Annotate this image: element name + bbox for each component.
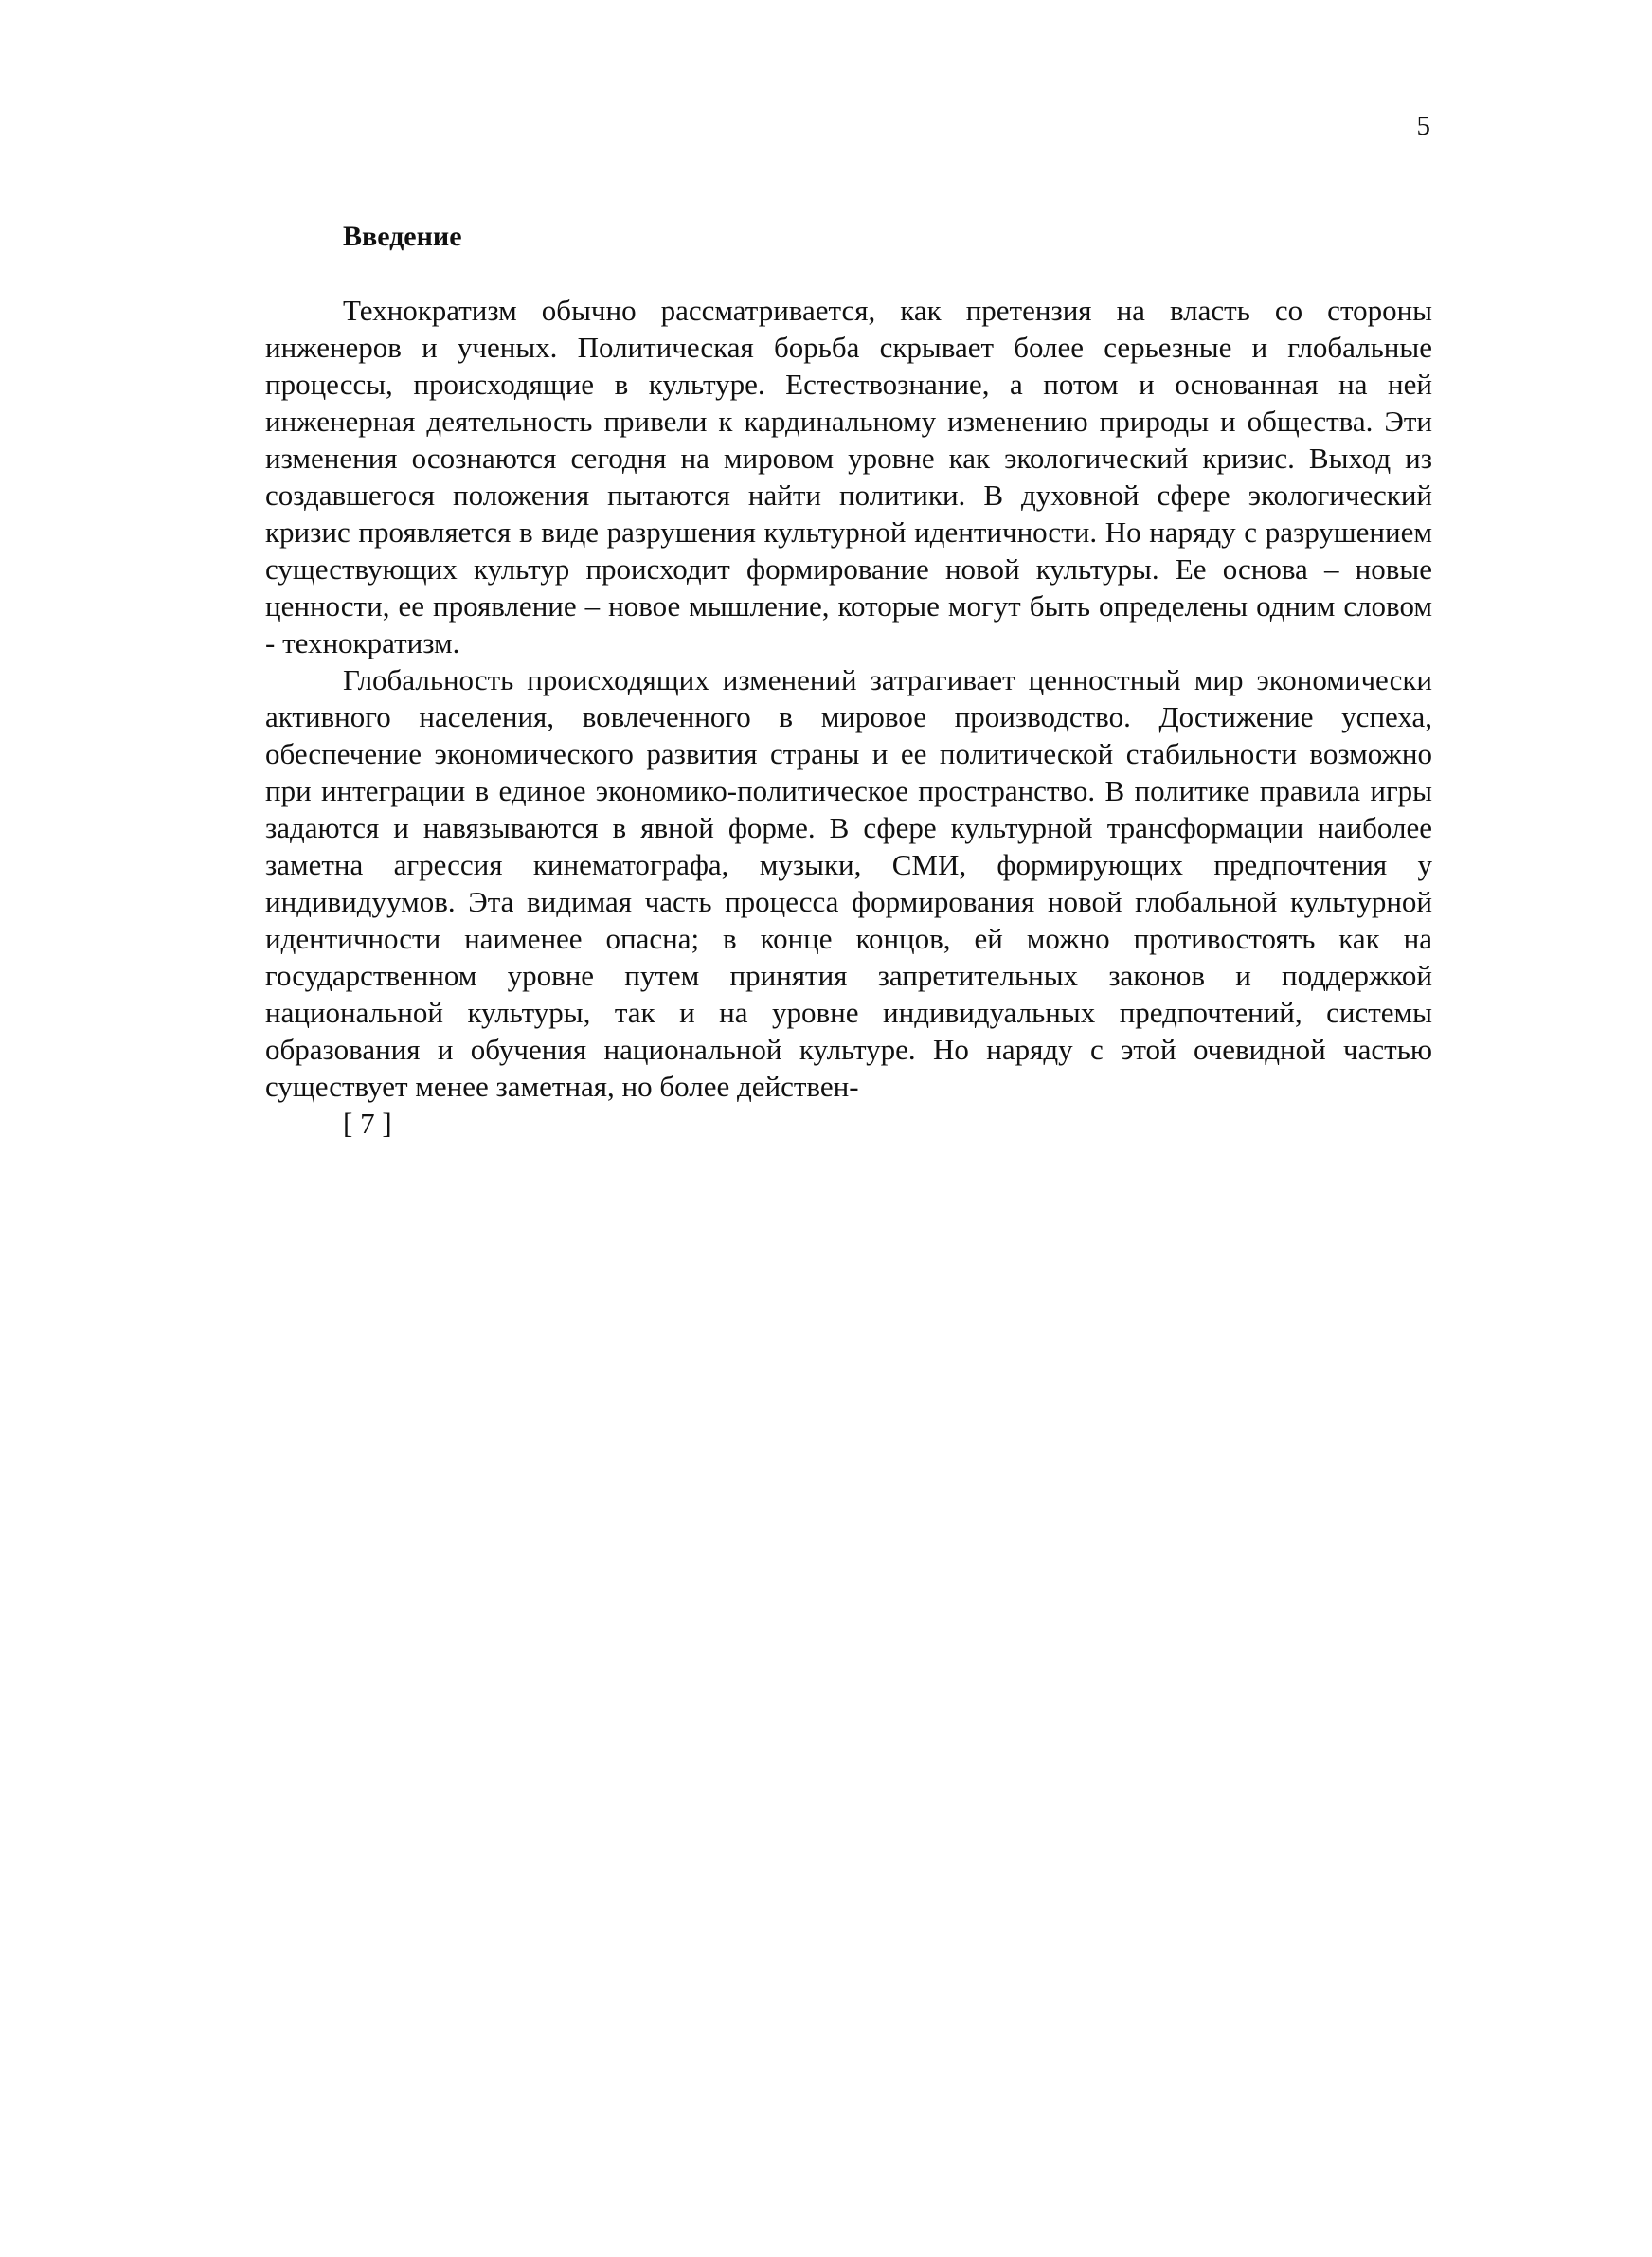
page-content <box>265 218 1432 1142</box>
paragraph-2: Глобальность происходящих изменений затрагивает ценностный мир экономически активного населения, вовлеченного в мировое производство. Достижение успеха, обеспечение экономического развития страны и ее политической стабильности возможно при интеграции в единое экономико-политическое пространство. В политике правила игры задаются и навязываются в явной форме. В сфере культурной трансформации наиболее заметна агрессия кинематографа, музыки, СМИ, формирующих предпочтения у индивидуумов. Эта видимая часть процесса формирования новой глобальной культурной идентичности наименее опасна; в конце концов, ей можно противостоять как на государственном уровне путем принятия запретительных законов и поддержкой национальной культуры, так и на уровне индивидуальных предпочтений, системы образования и обучения национальной культуре. Но наряду с этой очевидной частью существует менее заметная, но более действен- <box>265 663 1432 1103</box>
page-citation: [ 7 ] <box>343 1107 392 1140</box>
page-number: 5 <box>1416 111 1430 141</box>
paragraph-1: Технократизм обычно рассматривается, как претензия на власть со стороны инженеров и ученых. Политическая борьба скрывает более серьезные и глобальные процессы, происходящие в культуре. Естествознание, а потом и основанная на ней инженерная деятельность привели к кардинальному изменению природы и общества. Эти изменения осознаются сегодня на мировом уровне как экологический кризис. Выход из создавшегося положения пытаются найти политики. В духовной сфере экологический кризис проявляется в виде разрушения культурной идентичности. Но наряду с разрушением существующих культур происходит формирование новой культуры. Ее основа – новые ценности, ее проявление – новое мышление, которые могут быть определены одним словом - технократизм. <box>265 294 1432 659</box>
section-heading: Введение <box>343 221 462 252</box>
